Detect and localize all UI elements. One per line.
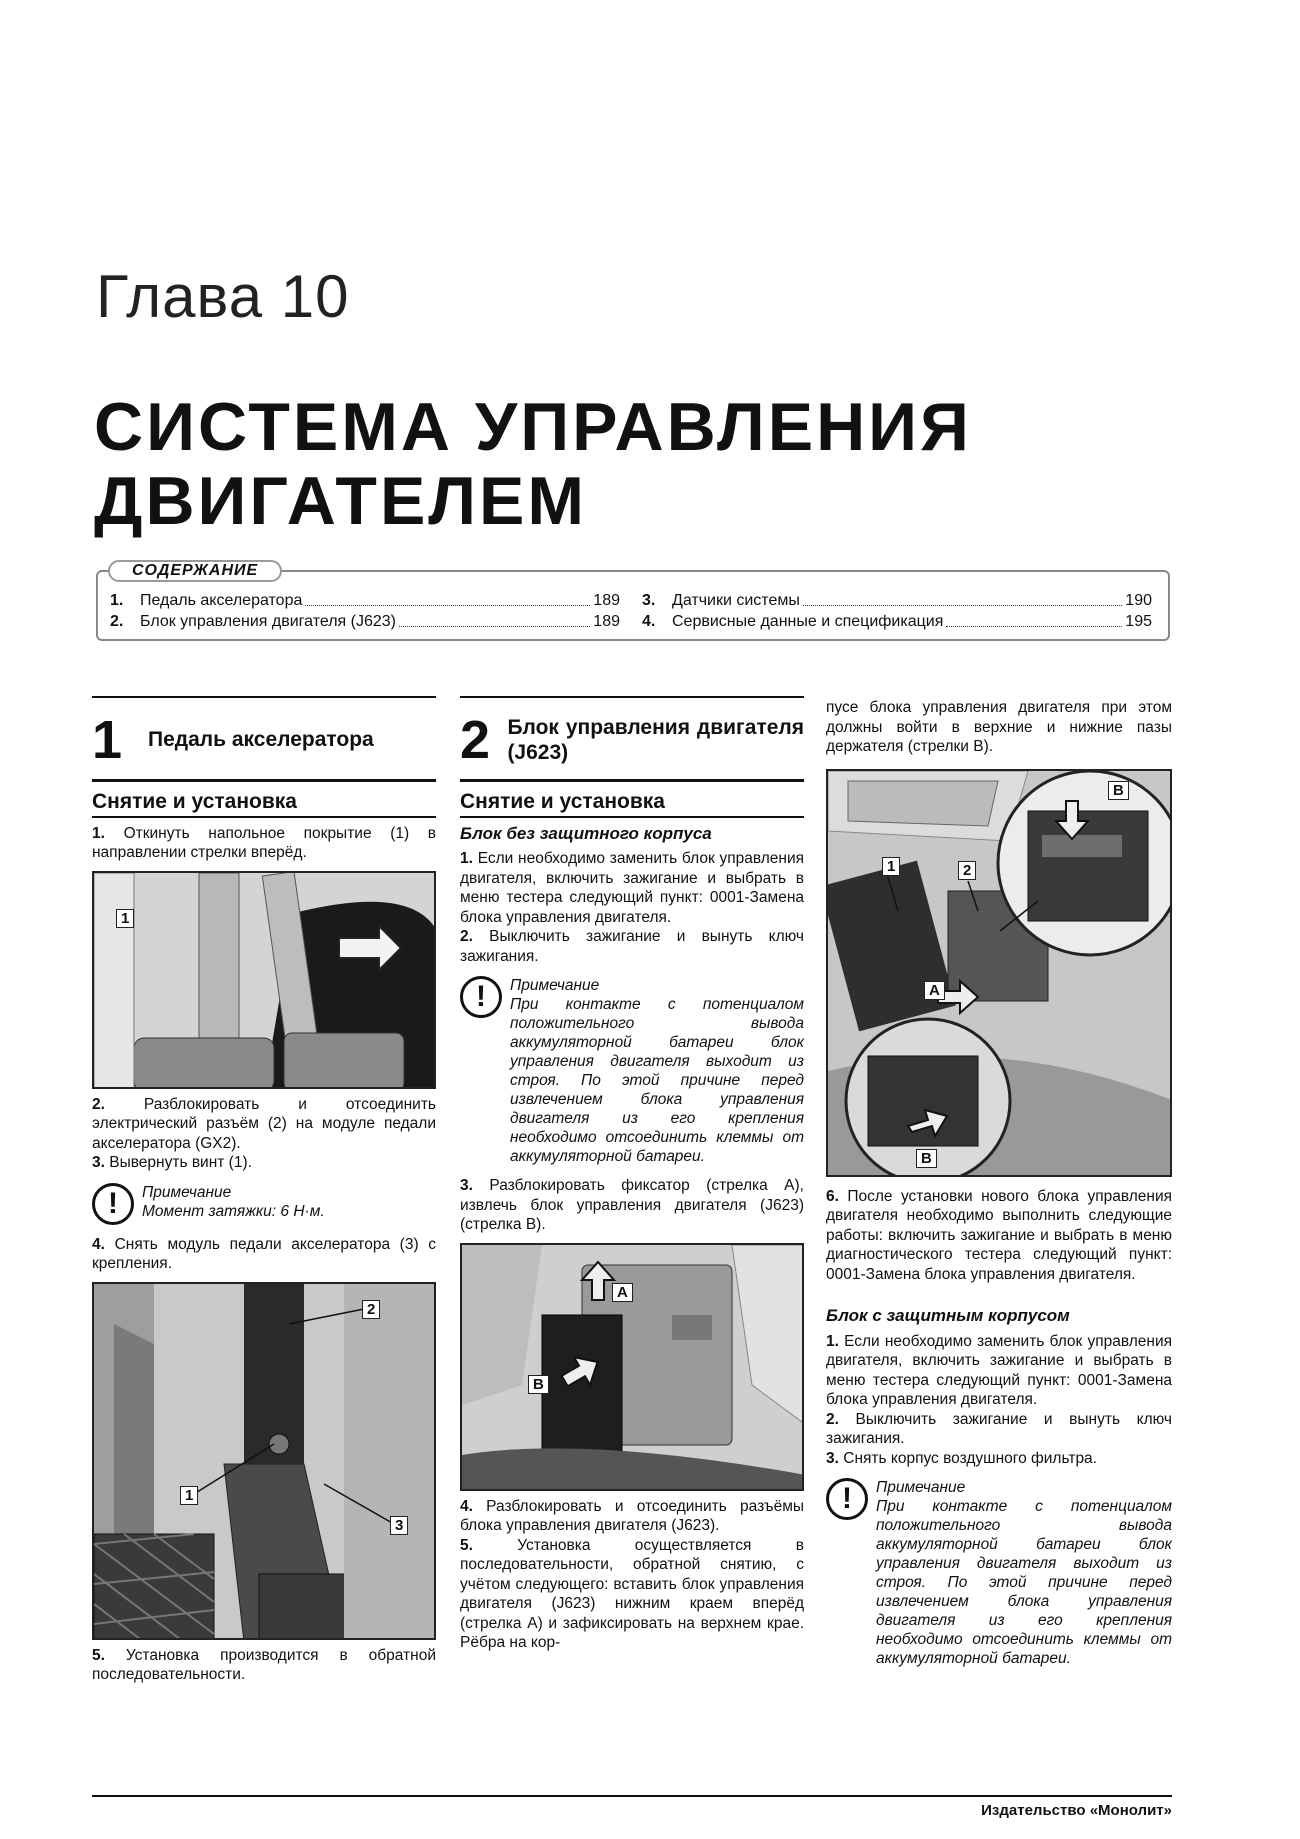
warning-icon: ! [92,1183,134,1225]
figure-control-unit-housing [826,769,1172,1177]
step-2: 2. Разблокировать и отсоединить электрический разъём (2) на модуле педали акселератора (GX2). [92,1095,436,1152]
step-text: Разблокировать и отсоединить электрический разъём (2) на модуле педали акселератора (GX2). [92,1095,436,1152]
note-body [876,1478,1172,1668]
step-3: 3. Снять корпус воздушного фильтра. [826,1449,1097,1467]
section-title: Блок управления двигателя (J623) [507,715,804,764]
step-text: Разблокировать фиксатор (стрелка А), извлечь блок управления двигателя (J623) (стрелка В). [460,1177,804,1233]
note-label: Примечание [876,1479,966,1496]
figure-callout: 2 [958,861,976,880]
toc-entry-page: 190 [1125,592,1152,609]
figure-callout: B [528,1375,549,1394]
step-text: Установка производится в обратной последовательности. [92,1646,436,1683]
step-3: 3. Разблокировать фиксатор (стрелка А), извлечь блок управления двигателя (J623) (стрелка В). [460,1177,804,1233]
step-text: Снять корпус воздушного фильтра. [843,1449,1097,1467]
step-1: 1. Если необходимо заменить блок управления двигателя, включить зажигание и выбрать в меню тестера следующий пункт: 0001-Замена блока управления двигателя. [826,1332,1173,1408]
warning-icon: ! [460,976,502,1018]
figure-pedal-module [92,1282,436,1640]
toc-entry-text: Датчики системы [672,592,800,609]
toc-entry-text: Блок управления двигателя (J623) [140,613,397,630]
toc-label: СОДЕРЖАНИЕ [108,560,282,582]
toc-leader-dots [803,590,1122,606]
note-text: При контакте с потенциалом положительного вывода аккумуляторной батареи блок управления двигателя выходит из строя. По этой причине перед извлечением блока управления двигателя из его крепления необходимо отсоединить клеммы от аккумуляторной батареи. [510,996,804,1165]
toc-leader-dots [946,611,1122,627]
sub-subsection-heading: Блок с защитным корпусом [826,1306,1070,1325]
step-text: Выключить зажигание и вынуть ключ зажигания. [826,1410,1172,1447]
step-text: Разблокировать и отсоединить разъёмы блока управления двигателя (J623). [460,1497,804,1534]
section-2-header [460,696,804,782]
toc-entry-number: 4. [642,613,656,630]
toc-entry-text: Сервисные данные и спецификация [672,613,944,630]
note-block [92,1183,436,1225]
step-text: Вывернуть винт (1). [109,1154,252,1171]
note-text: Момент затяжки: 6 Н·м. [142,1202,325,1220]
footer-divider [92,1795,1172,1797]
chapter-label: Глава 10 [96,263,350,330]
section-1-header [92,696,436,782]
page-title [94,390,1194,538]
step-text: Откинуть напольное покрытие (1) в направлении стрелки вперёд. [92,824,436,861]
toc-entry-number: 3. [642,592,656,609]
page-title-line-1: СИСТЕМА УПРАВЛЕНИЯ [94,389,972,465]
figure-callout: 1 [180,1486,198,1505]
toc-entry-page: 195 [1125,613,1152,630]
section-title: Педаль акселератора [148,728,374,751]
table-of-contents [96,562,1170,641]
figure-callout: 1 [116,909,134,928]
step-text: После установки нового блока управления двигателя необходимо выполнить следующие работы: включить зажигание и выбрать в меню диагностического тестера следующий пункт: 0001-Замена блока управления двигателя. [826,1187,1172,1283]
warning-icon: ! [826,1478,868,1520]
section-number: 1 [92,709,123,770]
step-text: Снять модуль педали акселератора (3) с крепления. [92,1235,436,1272]
toc-entry-page: 189 [593,592,620,609]
footer-publisher: Издательство «Монолит» [981,1802,1172,1819]
figure-callout: A [612,1283,633,1302]
page-title-line-2: ДВИГАТЕЛЕМ [94,463,588,539]
step-6: 6. После установки нового блока управления двигателя необходимо выполнить следующие работы: включить зажигание и выбрать в меню диагностического тестера следующий пункт: 0001-Замена блока управления двигателя. [826,1187,1172,1283]
column-1 [92,696,436,1685]
step-2: 2. Выключить зажигание и вынуть ключ зажигания. [826,1410,1172,1447]
step-3: 3. Вывернуть винт (1). [92,1154,252,1171]
toc-leader-dots [305,590,590,606]
figure-drawing [462,1245,804,1491]
note-label: Примечание [142,1183,232,1201]
toc-entry-number: 2. [110,613,124,630]
step-text: Выключить зажигание и вынуть ключ зажигания. [460,928,804,965]
subsection-heading: Снятие и установка [92,782,436,818]
continued-text: пусе блока управления двигателя при этом должны войти в верхние и нижние пазы держателя (стрелки В). [826,699,1172,755]
step-5: 5. Установка осуществляется в последовательности, обратной снятию, с учётом следующего: вставить блок управления двигателя (J623) нижним краем вперёд (стрелка А) и зафиксировать на верхнем крае. Рёбра на кор- [460,1536,804,1651]
toc-leader-dots [399,611,590,627]
toc-entry[interactable] [110,590,620,611]
figure-callout: 1 [882,857,900,876]
note-body [510,976,804,1166]
toc-entry[interactable] [642,611,1152,632]
step-1: 1. Откинуть напольное покрытие (1) в направлении стрелки вперёд. [92,824,436,861]
toc-entry-number: 1. [110,592,124,609]
figure-callout: 3 [390,1516,408,1535]
note-block [460,976,804,1166]
toc-entry[interactable] [642,590,1152,611]
note-label: Примечание [510,977,600,994]
step-4: 4. Снять модуль педали акселератора (3) с крепления. [92,1235,436,1272]
toc-column-right [642,590,1152,632]
subsection-heading: Снятие и установка [460,782,804,818]
note-body [142,1183,325,1225]
step-text: Если необходимо заменить блок управления двигателя, включить зажигание и выбрать в меню тестера следующий пункт: 0001-Замена блока управления двигателя. [460,850,805,926]
step-5: 5. Установка производится в обратной последовательности. [92,1646,436,1683]
toc-entry-page: 189 [593,613,620,630]
step-2: 2. Выключить зажигание и вынуть ключ зажигания. [460,928,804,965]
figure-callout: A [924,981,945,1000]
toc-entry-text: Педаль акселератора [140,592,303,609]
figure-floor-covering [92,871,436,1089]
note-block [826,1478,1172,1668]
step-4: 4. Разблокировать и отсоединить разъёмы блока управления двигателя (J623). [460,1497,804,1534]
note-text: При контакте с потенциалом положительного вывода аккумуляторной батареи блок управления двигателя выходит из строя. По этой причине перед извлечением блока управления двигателя из его крепления необходимо отсоединить клеммы от аккумуляторной батареи. [876,1498,1172,1667]
figure-drawing [828,771,1172,1177]
figure-drawing [94,873,436,1089]
column-3 [826,700,1172,1678]
toc-column-left [110,590,620,632]
figure-callout: B [916,1149,937,1168]
figure-callout: 2 [362,1300,380,1319]
toc-entry[interactable] [110,611,620,632]
figure-control-unit [460,1243,804,1491]
sub-subsection-heading: Блок без защитного корпуса [460,823,712,843]
step-text: Если необходимо заменить блок управления двигателя, включить зажигание и выбрать в меню тестера следующий пункт: 0001-Замена блока управления двигателя. [826,1332,1173,1408]
figure-callout: B [1108,781,1129,800]
step-text: Установка осуществляется в последовательности, обратной снятию, с учётом следующего: вставить блок управления двигателя (J623) нижним краем вперёд (стрелка А) и зафиксировать на верхнем крае. Рёбра на кор- [460,1536,804,1651]
figure-drawing [94,1284,436,1640]
column-2 [460,696,804,1653]
step-1: 1. Если необходимо заменить блок управления двигателя, включить зажигание и выбрать в меню тестера следующий пункт: 0001-Замена блока управления двигателя. [460,850,805,926]
section-number: 2 [460,709,491,770]
